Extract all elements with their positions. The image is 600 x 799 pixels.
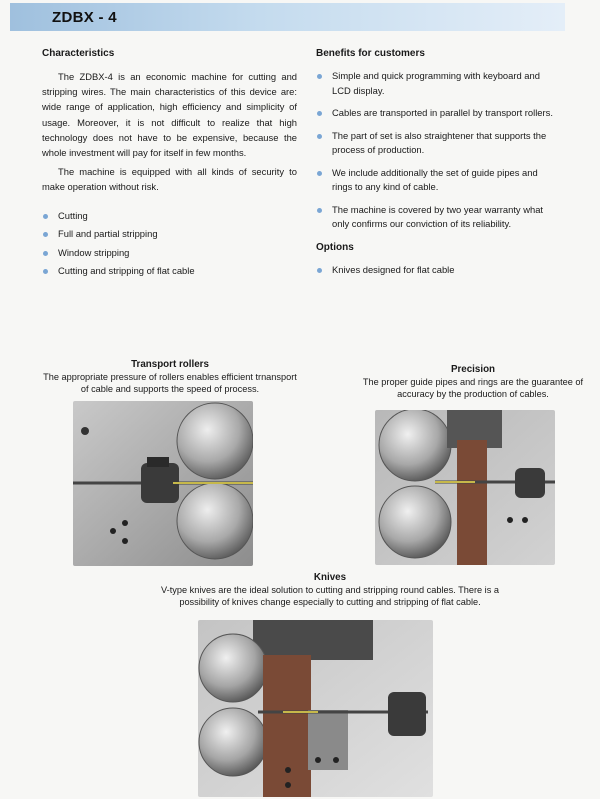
- characteristics-section: [42, 48, 297, 283]
- list-item: We include additionally the set of guide pipes and rings to any kind of cable.: [316, 166, 556, 195]
- benefits-list: [316, 69, 556, 232]
- feature-list: [42, 209, 297, 279]
- precision-caption: [348, 364, 598, 400]
- list-item: Simple and quick programming with keyboard and LCD display.: [316, 69, 556, 98]
- precision-photo: [375, 410, 555, 565]
- characteristics-paragraph: The ZDBX-4 is an economic machine for cutting and stripping wires. The main characteristics of this device are: wide range of application, high efficiency and simplicity of usage. Moreover, it is not difficult to realize that high technology does not have to be expensive, because the whole investment will pay for itself in few months.: [42, 71, 297, 159]
- list-item: Cutting and stripping of flat cable: [42, 264, 297, 279]
- knives-photo: [198, 620, 433, 797]
- characteristics-heading: Characteristics: [42, 48, 115, 59]
- knives-caption: [140, 572, 520, 608]
- precision-title: Precision: [450, 364, 496, 375]
- transport-text: The appropriate pressure of rollers enables efficient trnansport of cable and supports the speed of process.: [43, 372, 297, 394]
- transport-title: Transport rollers: [131, 359, 209, 370]
- page-title: ZDBX - 4: [52, 9, 117, 26]
- knives-text: V-type knives are the ideal solution to cutting and stripping round cables. There is a possibility of knives change especially to cutting and stripping of flat cable.: [161, 585, 499, 607]
- list-item: Full and partial stripping: [42, 227, 297, 242]
- list-item: Knives designed for flat cable: [316, 263, 556, 278]
- precision-text: The proper guide pipes and rings are the guarantee of accuracy by the production of cables.: [362, 377, 584, 399]
- knives-title: Knives: [313, 572, 347, 583]
- list-item: Cables are transported in parallel by transport rollers.: [316, 106, 556, 121]
- header-bar: [10, 3, 565, 31]
- transport-rollers-photo: [73, 401, 253, 566]
- list-item: Cutting: [42, 209, 297, 224]
- benefits-section: [316, 48, 556, 285]
- security-paragraph: The machine is equipped with all kinds of security to make operation without risk.: [42, 166, 297, 193]
- list-item: Window stripping: [42, 246, 297, 261]
- options-heading: Options: [316, 241, 354, 253]
- benefits-heading: Benefits for customers: [316, 48, 425, 59]
- transport-caption: [40, 359, 300, 395]
- list-item: The machine is covered by two year warranty what only confirms our conviction of its reliability.: [316, 203, 556, 232]
- list-item: The part of set is also straightener that supports the process of production.: [316, 129, 556, 158]
- options-list: [316, 263, 556, 278]
